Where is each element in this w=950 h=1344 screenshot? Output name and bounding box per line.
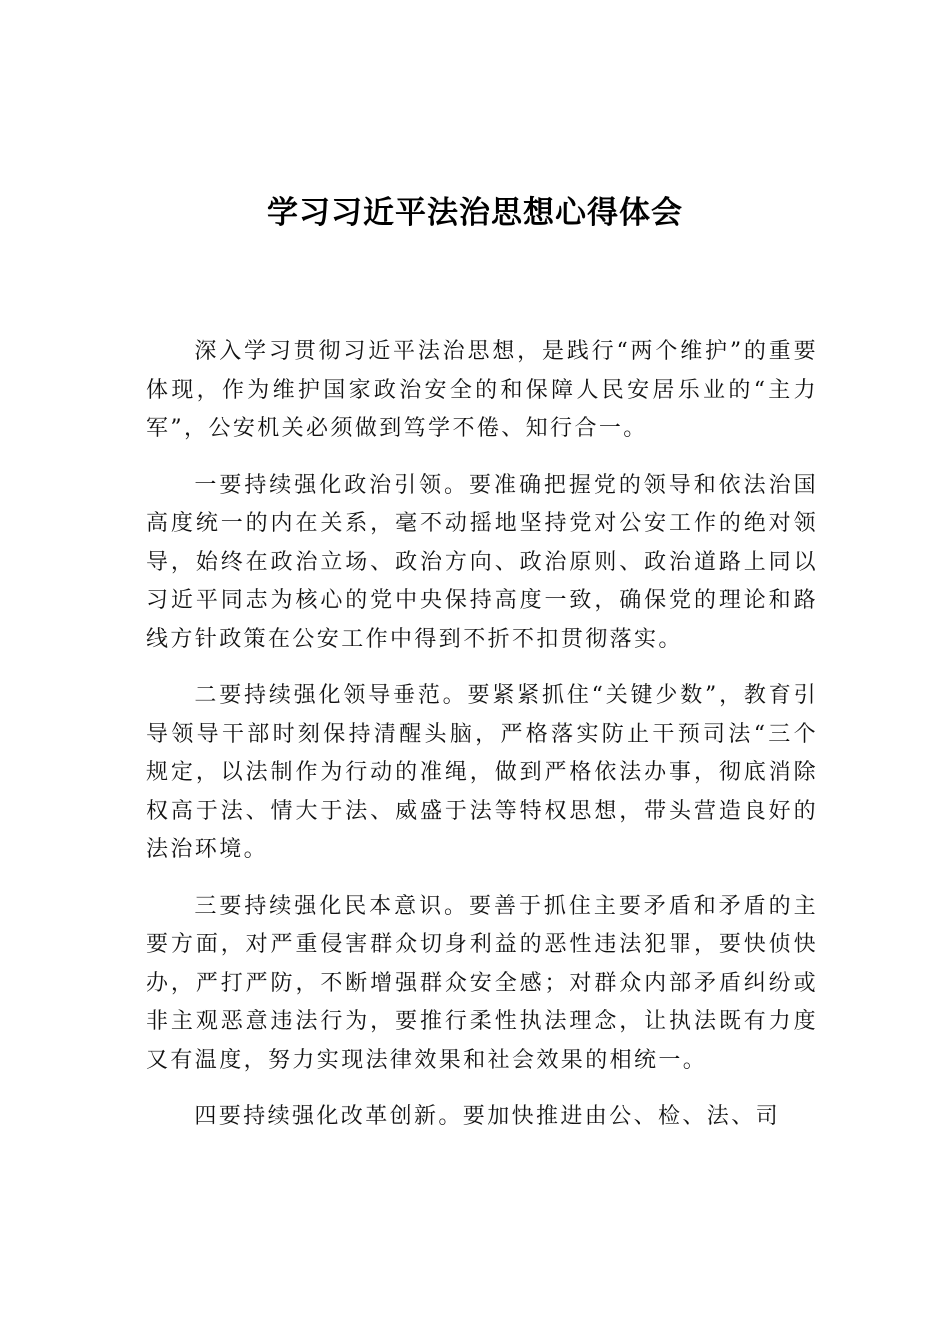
document-title: 学习习近平法治思想心得体会 <box>267 195 683 231</box>
paragraph-leadership-example: 二要持续强化领导垂范。要紧紧抓住“关键少数”，教育引导领导干部时刻保持清醒头脑，严格落实防止干预司法“三个规定，以法制作为行动的准绳，做到严格依法办事，彻底消除权高于法、情大于法、威盛于法等特权思想，带头营造良好的法治环境。 <box>146 683 818 862</box>
paragraph-intro: 深入学习贯彻习近平法治思想，是践行“两个维护”的重要体现，作为维护国家政治安全的和保障人民安居乐业的“主力军”，公安机关必须做到笃学不倦、知行合一。 <box>146 339 818 441</box>
document-body <box>146 333 818 1155</box>
paragraph-reform-innovation: 四要持续强化改革创新。要加快推进由公、检、法、司 <box>194 1104 780 1129</box>
paragraph-people-oriented: 三要持续强化民本意识。要善于抓住主要矛盾和矛盾的主要方面，对严重侵害群众切身利益的恶性违法犯罪，要快侦快办，严打严防，不断增强群众安全感；对群众内部矛盾纠纷或非主观恶意违法行为，要推行柔性执法理念，让执法既有力度又有温度，努力实现法律效果和社会效果的相统一。 <box>146 893 818 1073</box>
paragraph-political-leadership: 一要持续强化政治引领。要准确把握党的领导和依法治国高度统一的内在关系，毫不动摇地坚持党对公安工作的绝对领导，始终在政治立场、政治方向、政治原则、政治道路上同以习近平同志为核心的党中央保持高度一致，确保党的理论和路线方针政策在公安工作中得到不折不扣贯彻落实。 <box>146 472 818 652</box>
